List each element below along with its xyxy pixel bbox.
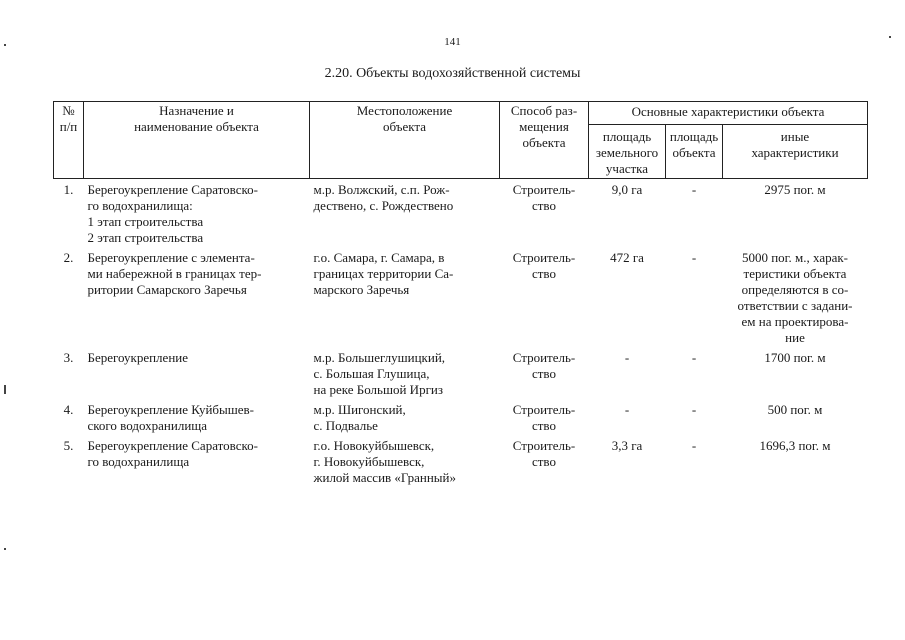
- object-name: Берегоукрепление Саратовско- го водохранилища: [87, 438, 258, 469]
- row-number: 5.: [63, 438, 74, 453]
- table-row: [54, 247, 868, 347]
- object-location: г.о. Самара, г. Самара, в границах территории Са- марского Заречья: [313, 250, 454, 297]
- row-number: 1.: [63, 182, 74, 197]
- placement-method: Строитель- ство: [512, 250, 576, 281]
- scan-speck: [4, 44, 6, 46]
- scan-speck: [4, 385, 6, 394]
- object-area-value: -: [691, 350, 697, 365]
- other-characteristics: 5000 пог. м., харак- теристики объекта определяются в со- ответствии с задани- ем на проектирова- ние: [737, 250, 853, 345]
- header-location: Местоположение объекта: [310, 102, 500, 179]
- object-location: м.р. Шигонский, с. Подвалье: [313, 402, 406, 433]
- header-object-area: площадь объекта: [666, 125, 723, 179]
- object-location: г.о. Новокуйбышевск, г. Новокуйбышевск, жилой массив «Гранный»: [313, 438, 456, 485]
- object-area-value: -: [691, 438, 697, 453]
- table-row: [54, 347, 868, 399]
- land-area-value: -: [624, 402, 630, 417]
- land-area-value: 472 га: [610, 250, 644, 265]
- object-location: м.р. Волжский, с.п. Рож- дествено, с. Рождествено: [313, 182, 454, 213]
- row-number: 3.: [63, 350, 74, 365]
- table-row: [54, 179, 868, 248]
- scan-speck: [889, 36, 891, 38]
- table-row: [54, 399, 868, 435]
- header-method: Способ раз- мещения объекта: [500, 102, 589, 179]
- header-num: № п/п: [54, 102, 84, 179]
- page-number: 141: [444, 36, 461, 48]
- object-name: Берегоукрепление Саратовско- го водохранилища: 1 этап строительства 2 этап строительства: [87, 182, 258, 245]
- land-area-value: 9,0 га: [611, 182, 643, 197]
- table-row: [54, 435, 868, 487]
- object-area-value: -: [691, 402, 697, 417]
- header-main-characteristics: Основные характеристики объекта: [589, 102, 868, 125]
- placement-method: Строитель- ство: [512, 438, 576, 469]
- object-name: Берегоукрепление с элемента- ми набережной в границах тер- ритории Самарского Заречья: [87, 250, 262, 297]
- header-land-area: площадь земельного участка: [589, 125, 666, 179]
- other-characteristics: 1700 пог. м: [764, 350, 826, 365]
- object-location: м.р. Большеглушицкий, с. Большая Глушица, на реке Большой Иргиз: [313, 350, 446, 397]
- object-area-value: -: [691, 250, 697, 265]
- scan-speck: [4, 548, 6, 550]
- placement-method: Строитель- ство: [512, 402, 576, 433]
- row-number: 2.: [63, 250, 74, 265]
- objects-table: [53, 101, 868, 487]
- other-characteristics: 1696,3 пог. м: [759, 438, 831, 453]
- other-characteristics: 2975 пог. м: [764, 182, 826, 197]
- section-title: 2.20. Объекты водохозяйственной системы: [324, 66, 581, 81]
- row-number: 4.: [63, 402, 74, 417]
- land-area-value: 3,3 га: [611, 438, 643, 453]
- object-name: Берегоукрепление: [87, 350, 189, 365]
- header-name: Назначение и наименование объекта: [84, 102, 310, 179]
- object-area-value: -: [691, 182, 697, 197]
- placement-method: Строитель- ство: [512, 182, 576, 213]
- other-characteristics: 500 пог. м: [767, 402, 823, 417]
- object-name: Берегоукрепление Куйбышев- ского водохранилища: [87, 402, 254, 433]
- land-area-value: -: [624, 350, 630, 365]
- placement-method: Строитель- ство: [512, 350, 576, 381]
- header-other: иные характеристики: [723, 125, 868, 179]
